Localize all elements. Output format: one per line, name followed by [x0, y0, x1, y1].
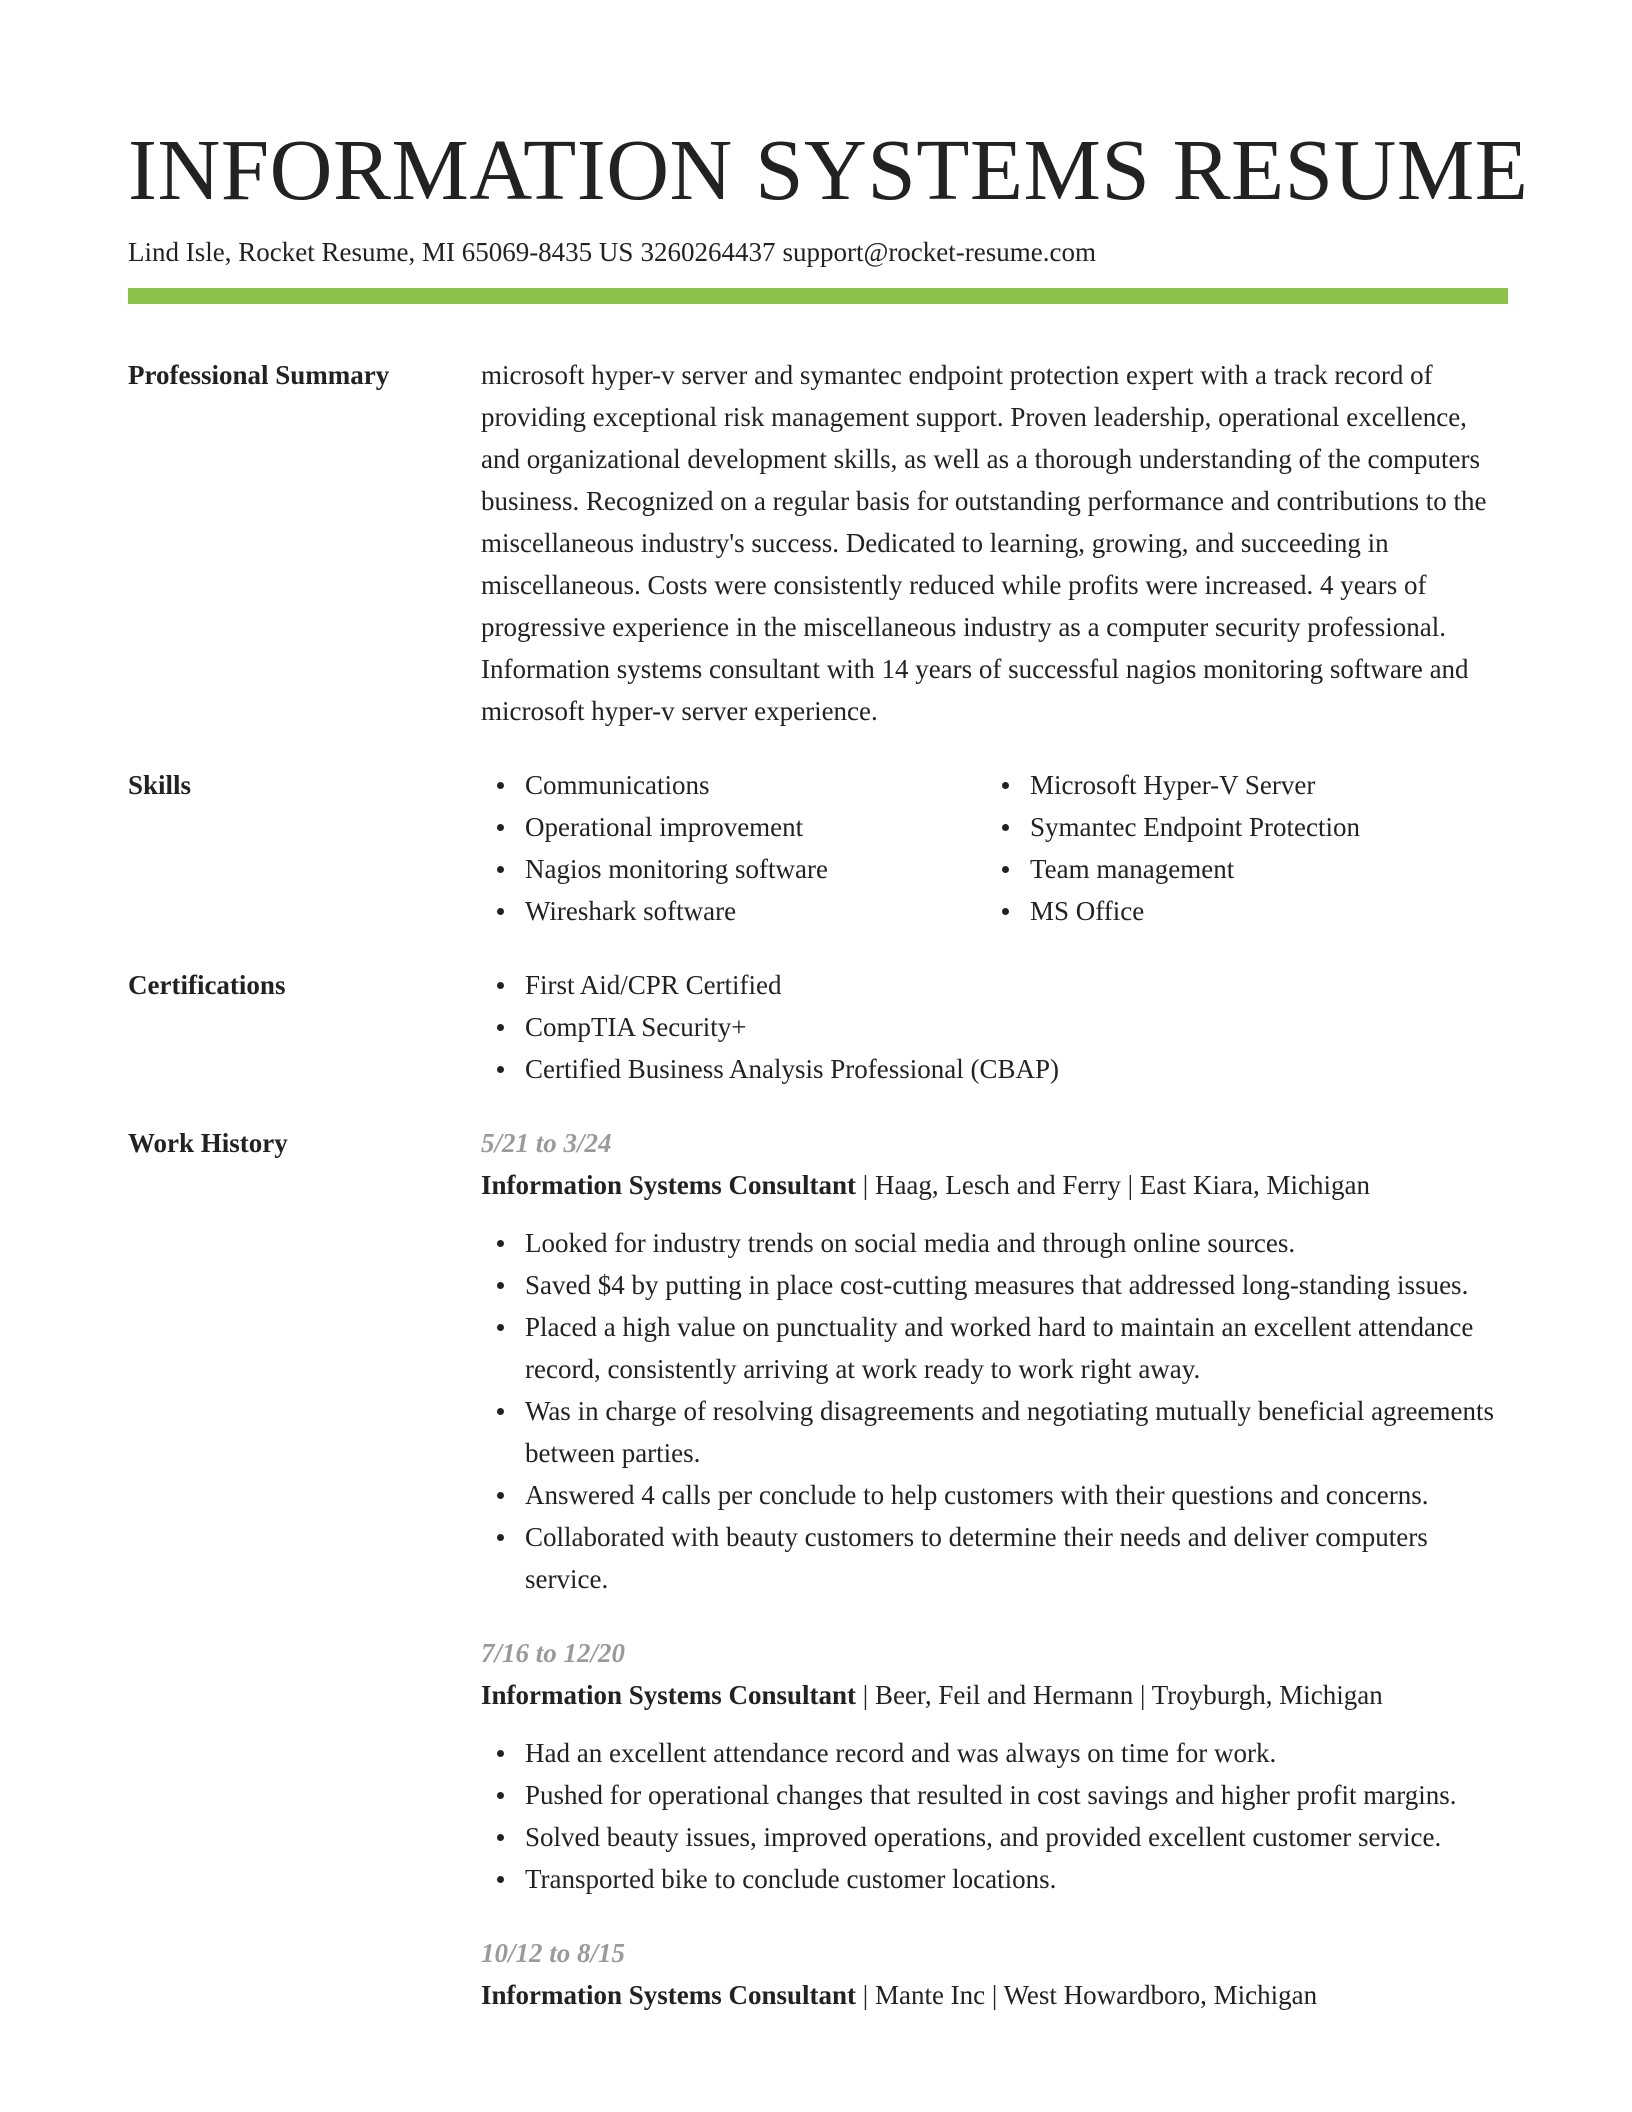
skills-label: Skills: [128, 770, 192, 800]
job-bullets: [481, 1732, 1508, 1900]
job-location: West Howardboro, Michigan: [1003, 1980, 1318, 2010]
contact-email: support@rocket-resume.com: [782, 237, 1096, 267]
job-entry: [481, 1122, 1508, 1600]
job-dates: 5/21 to 3/24: [481, 1128, 612, 1158]
job-separator: |: [1127, 1170, 1134, 1200]
job-company: Haag, Lesch and Ferry: [874, 1170, 1121, 1200]
job-title: Information Systems Consultant: [481, 1980, 857, 2010]
job-bullet: Solved beauty issues, improved operations, and provided excellent customer service.: [481, 1816, 1508, 1858]
skills-grid: [481, 764, 1508, 932]
job-separator: |: [862, 1980, 869, 2010]
certification-item: CompTIA Security+: [481, 1006, 1508, 1048]
work-history-label: Work History: [128, 1128, 288, 1158]
job-bullet: Had an excellent attendance record and was always on time for work.: [481, 1732, 1508, 1774]
skill-item: Communications: [481, 764, 986, 806]
contact-address: Lind Isle, Rocket Resume, MI 65069-8435 US: [128, 237, 634, 267]
job-dates: 7/16 to 12/20: [481, 1638, 626, 1668]
contact-line: [128, 234, 1508, 270]
skill-item: Microsoft Hyper-V Server: [986, 764, 1491, 806]
job-separator: |: [862, 1170, 869, 1200]
job-bullet: Pushed for operational changes that resulted in cost savings and higher profit margins.: [481, 1774, 1508, 1816]
job-title: Information Systems Consultant: [481, 1680, 857, 1710]
job-bullets: [481, 1222, 1508, 1600]
resume-page: [128, 118, 1529, 2048]
job-location: Troyburgh, Michigan: [1151, 1680, 1383, 1710]
summary-section: [128, 354, 1508, 732]
job-bullet: Placed a high value on punctuality and worked hard to maintain an excellent attendance record, consistently arriving at work ready to work right away.: [481, 1306, 1508, 1390]
job-company: Mante Inc: [874, 1980, 986, 2010]
skills-list-right: [986, 764, 1491, 932]
job-header: [481, 1974, 1508, 2016]
header-divider: [128, 288, 1508, 304]
job-title: Information Systems Consultant: [481, 1170, 857, 1200]
summary-label: Professional Summary: [128, 360, 390, 390]
certification-item: Certified Business Analysis Professional (CBAP): [481, 1048, 1508, 1090]
certifications-list: [481, 964, 1508, 1090]
work-history-body: [481, 1122, 1508, 2048]
certifications-section: [128, 964, 1508, 1090]
skill-item: Symantec Endpoint Protection: [986, 806, 1491, 848]
job-separator: |: [862, 1680, 869, 1710]
job-bullet: Looked for industry trends on social media and through online sources.: [481, 1222, 1508, 1264]
job-location: East Kiara, Michigan: [1139, 1170, 1370, 1200]
job-header: [481, 1164, 1508, 1206]
skill-item: Nagios monitoring software: [481, 848, 986, 890]
job-bullet: Saved $4 by putting in place cost-cutting measures that addressed long-standing issues.: [481, 1264, 1508, 1306]
job-dates: 10/12 to 8/15: [481, 1938, 626, 1968]
skill-item: MS Office: [986, 890, 1491, 932]
job-bullet: Answered 4 calls per conclude to help customers with their questions and concerns.: [481, 1474, 1508, 1516]
skills-section: [128, 764, 1508, 932]
certifications-body: [481, 964, 1508, 1090]
job-separator: |: [1140, 1680, 1146, 1710]
contact-phone: 3260264437: [640, 237, 776, 267]
job-company: Beer, Feil and Hermann: [874, 1680, 1134, 1710]
skill-item: Operational improvement: [481, 806, 986, 848]
job-bullet: Transported bike to conclude customer locations.: [481, 1858, 1508, 1900]
job-separator: |: [991, 1980, 998, 2010]
job-header: [481, 1674, 1508, 1716]
job-bullet: Was in charge of resolving disagreements and negotiating mutually beneficial agreements between parties.: [481, 1390, 1508, 1474]
work-history-section: [128, 1122, 1508, 2048]
resume-title: INFORMATION SYSTEMS RESUME: [128, 121, 1529, 218]
certifications-label: Certifications: [128, 970, 286, 1000]
certification-item: First Aid/CPR Certified: [481, 964, 1508, 1006]
skill-item: Team management: [986, 848, 1491, 890]
skills-list-left: [481, 764, 986, 932]
job-entry: [481, 1932, 1508, 2016]
job-bullet: Collaborated with beauty customers to determine their needs and deliver computers service.: [481, 1516, 1508, 1600]
job-entry: [481, 1632, 1508, 1900]
skill-item: Wireshark software: [481, 890, 986, 932]
summary-text: microsoft hyper-v server and symantec endpoint protection expert with a track record of providing exceptional risk management support. Proven leadership, operational excellence, and organizational development skills, as well as a thorough understanding of the computers business. Recognized on a regular basis for outstanding performance and contributions to the miscellaneous industry's success. Dedicated to learning, growing, and succeeding in miscellaneous. Costs were consistently reduced while profits were increased. 4 years of progressive experience in the miscellaneous industry as a computer security professional. Information systems consultant with 14 years of successful nagios monitoring software and microsoft hyper-v server experience.: [481, 360, 1487, 726]
